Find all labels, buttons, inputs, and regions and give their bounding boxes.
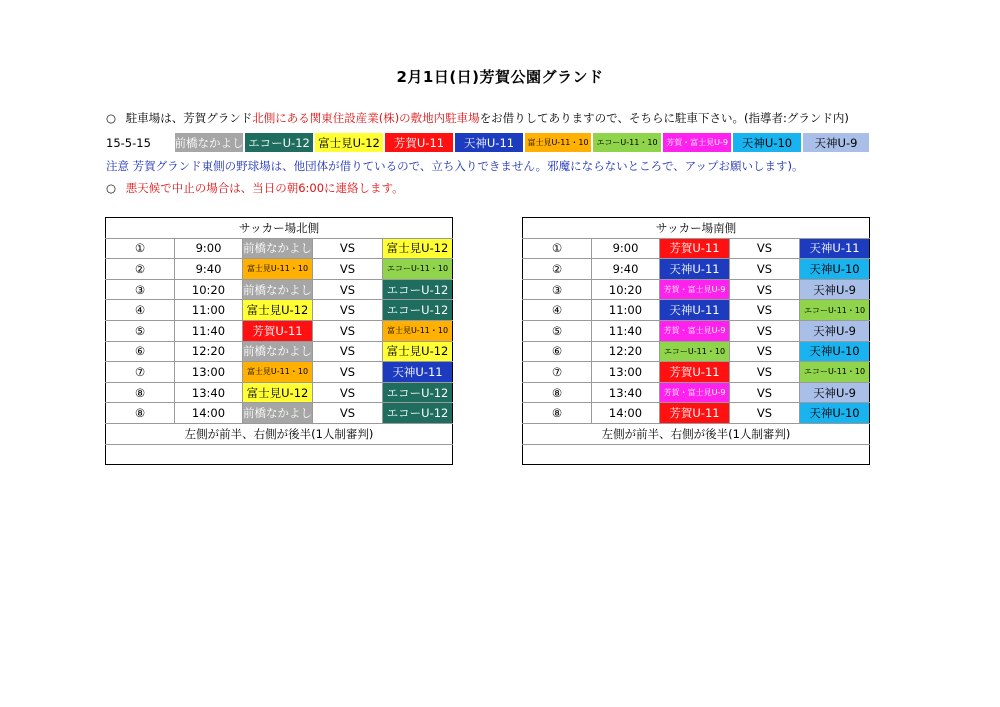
legend-date: 15-5-15 <box>106 135 151 150</box>
match-number: ⑧ <box>106 403 175 424</box>
legend-team-chip: 前橋なかよし <box>174 132 244 153</box>
match-row <box>523 259 870 280</box>
match-row <box>106 279 453 300</box>
parking-notice-highlight: 北側にある関東住設産業(株)の敷地内駐車場 <box>252 111 480 125</box>
away-team: 天神U-10 <box>800 341 870 362</box>
versus-label: VS <box>313 300 383 321</box>
match-row <box>523 362 870 383</box>
home-team: 前橋なかよし <box>243 403 313 424</box>
match-time: 9:40 <box>175 259 243 280</box>
away-team: エコーU-12 <box>383 403 453 424</box>
versus-label: VS <box>313 279 383 300</box>
caution-notice: 注意 芳賀グランド東側の野球場は、他団体が借りているので、立ち入りできません。邪魔にならないところで、アップお願いします)。 <box>106 159 804 173</box>
match-time: 13:00 <box>175 362 243 383</box>
home-team: 芳賀U-11 <box>660 403 730 424</box>
empty-row <box>523 444 870 465</box>
versus-label: VS <box>730 279 800 300</box>
away-team: 天神U-9 <box>800 320 870 341</box>
match-number: ⑦ <box>106 362 175 383</box>
match-row <box>106 320 453 341</box>
match-number: ⑧ <box>106 382 175 403</box>
match-time: 9:40 <box>592 259 660 280</box>
home-team: 前橋なかよし <box>243 341 313 362</box>
empty-row <box>106 444 453 465</box>
match-number: ⑧ <box>523 382 592 403</box>
away-team: 富士見U-11・10 <box>383 320 453 341</box>
weather-notice <box>106 180 404 196</box>
home-team: 富士見U-12 <box>243 382 313 403</box>
referee-note: 左側が前半、右側が後半(1人制審判) <box>106 423 453 444</box>
match-number: ⑤ <box>523 320 592 341</box>
referee-note: 左側が前半、右側が後半(1人制審判) <box>523 423 870 444</box>
match-number: ⑦ <box>523 362 592 383</box>
match-row <box>523 300 870 321</box>
match-time: 14:00 <box>592 403 660 424</box>
match-row <box>523 279 870 300</box>
match-time: 9:00 <box>592 238 660 259</box>
match-time: 10:20 <box>592 279 660 300</box>
match-time: 14:00 <box>175 403 243 424</box>
versus-label: VS <box>730 362 800 383</box>
away-team: エコーU-12 <box>383 382 453 403</box>
match-row <box>106 238 453 259</box>
versus-label: VS <box>313 403 383 424</box>
match-row <box>106 259 453 280</box>
away-team: 天神U-10 <box>800 259 870 280</box>
match-time: 10:20 <box>175 279 243 300</box>
schedule-table-south <box>522 217 870 465</box>
home-team: 天神U-11 <box>660 259 730 280</box>
versus-label: VS <box>313 320 383 341</box>
match-time: 12:20 <box>592 341 660 362</box>
schedule-table-north <box>105 217 453 465</box>
team-color-legend <box>106 132 870 153</box>
legend-team-chip: 天神U-9 <box>802 132 870 153</box>
home-team: 芳賀・富士見U-9 <box>660 279 730 300</box>
legend-team-chip: エコーU-12 <box>244 132 314 153</box>
match-number: ② <box>523 259 592 280</box>
match-number: ⑤ <box>106 320 175 341</box>
home-team: 富士見U-11・10 <box>243 259 313 280</box>
match-number: ③ <box>106 279 175 300</box>
bullet-icon: ○ <box>106 181 117 195</box>
away-team: 富士見U-12 <box>383 341 453 362</box>
legend-team-chip: エコーU-11・10 <box>592 132 662 153</box>
home-team: 芳賀・富士見U-9 <box>660 320 730 341</box>
legend-team-chip: 天神U-10 <box>732 132 802 153</box>
match-row <box>106 403 453 424</box>
match-time: 13:40 <box>592 382 660 403</box>
home-team: 芳賀・富士見U-9 <box>660 382 730 403</box>
weather-notice-text: 悪天候で中止の場合は、当日の朝6:00に連絡します。 <box>125 181 404 195</box>
match-time: 11:40 <box>592 320 660 341</box>
match-row <box>523 341 870 362</box>
match-row <box>523 403 870 424</box>
home-team: 天神U-11 <box>660 300 730 321</box>
match-row <box>523 320 870 341</box>
legend-team-chip: 天神U-11 <box>454 132 524 153</box>
parking-notice <box>106 110 849 126</box>
versus-label: VS <box>730 259 800 280</box>
match-number: ① <box>523 238 592 259</box>
versus-label: VS <box>730 300 800 321</box>
versus-label: VS <box>313 259 383 280</box>
away-team: 天神U-10 <box>800 403 870 424</box>
away-team: 天神U-11 <box>383 362 453 383</box>
away-team: エコーU-11・10 <box>383 259 453 280</box>
versus-label: VS <box>730 382 800 403</box>
match-number: ⑧ <box>523 403 592 424</box>
away-team: 天神U-9 <box>800 279 870 300</box>
home-team: 前橋なかよし <box>243 279 313 300</box>
match-time: 13:40 <box>175 382 243 403</box>
match-number: ④ <box>523 300 592 321</box>
match-row <box>523 382 870 403</box>
match-time: 12:20 <box>175 341 243 362</box>
versus-label: VS <box>730 238 800 259</box>
home-team: 富士見U-12 <box>243 300 313 321</box>
away-team: エコーU-11・10 <box>800 362 870 383</box>
match-row <box>106 341 453 362</box>
home-team: 芳賀U-11 <box>660 238 730 259</box>
versus-label: VS <box>313 341 383 362</box>
versus-label: VS <box>730 341 800 362</box>
page-title: 2月1日(日)芳賀公園グランド <box>396 68 604 86</box>
versus-label: VS <box>313 238 383 259</box>
versus-label: VS <box>730 320 800 341</box>
home-team: エコーU-11・10 <box>660 341 730 362</box>
away-team: エコーU-12 <box>383 300 453 321</box>
match-number: ② <box>106 259 175 280</box>
match-row <box>523 238 870 259</box>
away-team: エコーU-11・10 <box>800 300 870 321</box>
match-time: 13:00 <box>592 362 660 383</box>
bullet-icon: ○ <box>106 111 117 125</box>
match-number: ⑥ <box>523 341 592 362</box>
match-time: 11:40 <box>175 320 243 341</box>
away-team: 天神U-11 <box>800 238 870 259</box>
parking-notice-text-2: をお借りしてありますので、そちらに駐車下さい。(指導者:グランド内) <box>479 111 849 125</box>
home-team: 富士見U-11・10 <box>243 362 313 383</box>
match-number: ⑥ <box>106 341 175 362</box>
home-team: 芳賀U-11 <box>243 320 313 341</box>
versus-label: VS <box>313 382 383 403</box>
match-row <box>106 300 453 321</box>
parking-notice-text-1: 駐車場は、芳賀グランド <box>125 111 253 125</box>
match-row <box>106 382 453 403</box>
match-time: 11:00 <box>175 300 243 321</box>
legend-team-chip: 富士見U-11・10 <box>524 132 592 153</box>
match-time: 9:00 <box>175 238 243 259</box>
field-name: サッカー場南側 <box>523 218 870 239</box>
home-team: 芳賀U-11 <box>660 362 730 383</box>
versus-label: VS <box>730 403 800 424</box>
legend-team-chip: 富士見U-12 <box>314 132 384 153</box>
field-name: サッカー場北側 <box>106 218 453 239</box>
match-row <box>106 362 453 383</box>
away-team: 天神U-9 <box>800 382 870 403</box>
versus-label: VS <box>313 362 383 383</box>
away-team: 富士見U-12 <box>383 238 453 259</box>
match-number: ① <box>106 238 175 259</box>
match-number: ③ <box>523 279 592 300</box>
match-time: 11:00 <box>592 300 660 321</box>
match-number: ④ <box>106 300 175 321</box>
legend-team-chip: 芳賀・富士見U-9 <box>662 132 732 153</box>
home-team: 前橋なかよし <box>243 238 313 259</box>
legend-team-chip: 芳賀U-11 <box>384 132 454 153</box>
away-team: エコーU-12 <box>383 279 453 300</box>
